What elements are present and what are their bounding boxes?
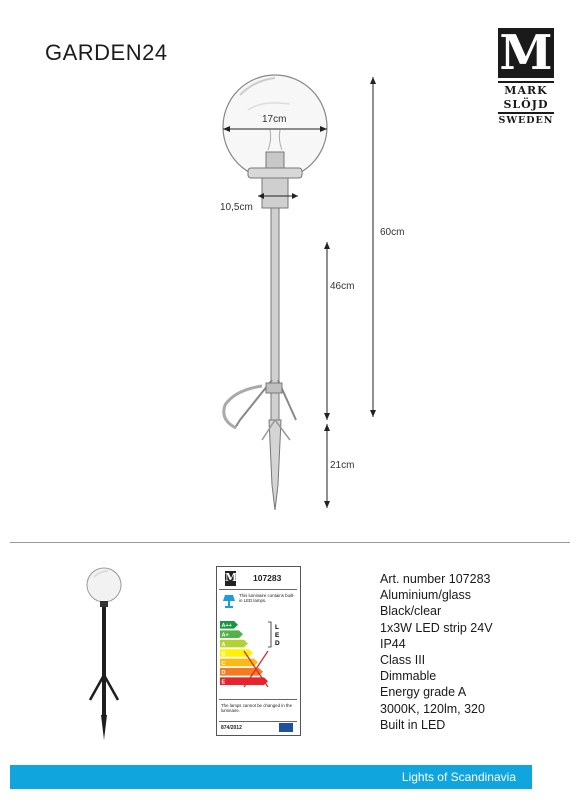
spec-line: Aluminium/glass	[380, 588, 472, 603]
energy-class-scale	[220, 621, 298, 689]
spec-list	[380, 571, 560, 733]
base-dimension-label: 10,5cm	[220, 202, 253, 213]
footer-tagline: Lights of Scandinavia	[401, 770, 516, 784]
logo-word-sweden: SWEDEN	[498, 115, 554, 126]
energy-label	[216, 566, 301, 736]
stem-height-label: 46cm	[330, 281, 355, 292]
label-divider	[219, 589, 297, 590]
globe-dimension-label: 17cm	[262, 114, 287, 125]
total-height-arrow	[370, 77, 376, 417]
energy-class-bar	[220, 677, 268, 685]
label-led-note: This luminaire contains built-in LED lamps.	[239, 593, 295, 604]
section-divider	[10, 542, 570, 543]
energy-class-label: A+	[221, 632, 229, 639]
label-divider	[219, 699, 297, 700]
energy-class-label: D	[221, 670, 226, 677]
label-regulation: 874/2012	[221, 725, 242, 731]
energy-class-label: E	[221, 679, 226, 686]
label-number: 107283	[253, 573, 282, 583]
led-bracket	[268, 622, 271, 647]
spike-height-label: 21cm	[330, 460, 355, 471]
footer-bar	[10, 765, 532, 789]
logo-initial: M	[499, 25, 553, 81]
lamp-stem	[224, 208, 296, 510]
product-title: GARDEN24	[45, 40, 168, 65]
label-logo-icon: M	[225, 571, 238, 584]
spec-line: Class III	[380, 653, 426, 668]
total-height-label: 60cm	[380, 227, 405, 238]
spec-line: IP44	[380, 636, 406, 651]
energy-class-label: A++	[221, 623, 232, 630]
product-thumbnail	[80, 565, 130, 745]
energy-class-label: C	[221, 660, 226, 667]
led-letter: D	[275, 640, 280, 647]
stem-height-arrow	[324, 242, 330, 420]
led-letter: L	[275, 624, 279, 631]
label-bottom-note: The lamps cannot be changed in the luminaire.	[221, 703, 293, 714]
spec-line: Built in LED	[380, 717, 446, 732]
spec-line: Art. number 107283	[380, 572, 491, 586]
spec-line: Dimmable	[380, 669, 437, 684]
spec-line: 3000K, 120lm, 320	[380, 701, 485, 716]
eu-flag-icon	[279, 723, 293, 732]
spec-line: 1x3W LED strip 24V	[380, 620, 493, 635]
logo-word-slojd: SLÖJD	[503, 98, 549, 111]
led-letter: E	[275, 632, 280, 639]
spec-line: Black/clear	[380, 604, 442, 619]
logo-word-mark: MARK	[504, 84, 548, 97]
lamp-icon	[221, 593, 237, 609]
energy-class-label: B	[221, 651, 226, 658]
spec-line: Energy grade A	[380, 685, 467, 700]
energy-class-label: A	[221, 642, 226, 648]
label-divider	[219, 721, 297, 722]
